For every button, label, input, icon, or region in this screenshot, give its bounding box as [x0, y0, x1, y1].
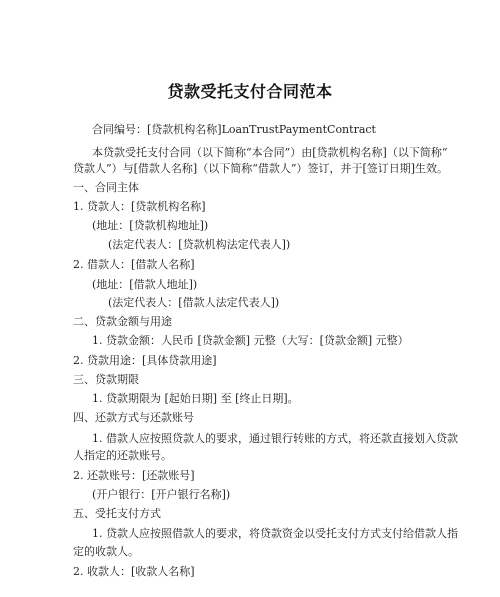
loan-purpose-line: 2. 贷款用途：[具体贷款用途] [73, 354, 217, 367]
section-heading-amount: 二、贷款金额与用途 [73, 315, 172, 328]
loan-term-line: 1. 贷款期限为 [起始日期] 至 [终止日期]。 [92, 392, 299, 405]
contract-number-line: 合同编号：[贷款机构名称]LoanTrustPaymentContract [92, 123, 376, 136]
section-heading-trust-payment: 五、受托支付方式 [73, 507, 161, 520]
borrower-representative-line: (法定代表人：[借款人法定代表人]) [108, 296, 280, 309]
repayment-method-line-2: 人指定的还款账号。 [73, 449, 172, 462]
section-heading-term: 三、贷款期限 [73, 373, 139, 386]
lender-name-line: 1. 贷款人：[贷款机构名称] [73, 200, 206, 213]
loan-amount-line: 1. 贷款金额：人民币 [贷款金额] 元整（大写：[贷款金额] 元整） [92, 334, 409, 347]
section-heading-parties: 一、合同主体 [73, 181, 139, 194]
repayment-method-line-1: 1. 借款人应按照贷款人的要求，通过银行转账的方式，将还款直接划入贷款 [92, 432, 458, 445]
borrower-name-line: 2. 借款人：[借款人名称] [73, 258, 195, 271]
lender-representative-line: (法定代表人：[贷款机构法定代表人]) [108, 238, 291, 251]
intro-paragraph-line-2: 贷款人”）与[借款人名称]（以下简称“借款人”）签订，并于[签订日期]生效。 [73, 162, 449, 175]
borrower-address-line: (地址：[借款人地址]) [92, 278, 198, 291]
trust-payment-line-1: 1. 贷款人应按照借款人的要求，将贷款资金以受托支付方式支付给借款人指 [92, 527, 458, 540]
intro-paragraph-line-1: 本贷款受托支付合同（以下简称“本合同”）由[贷款机构名称]（以下简称“ [92, 146, 448, 159]
page-title: 贷款受托支付合同范本 [167, 82, 333, 101]
section-heading-repayment: 四、还款方式与还款账号 [73, 411, 194, 424]
repayment-bank-line: (开户银行：[开户银行名称]) [92, 488, 231, 501]
payee-name-line: 2. 收款人：[收款人名称] [73, 565, 195, 578]
lender-address-line: (地址：[贷款机构地址]) [92, 219, 209, 232]
trust-payment-line-2: 定的收款人。 [73, 545, 139, 558]
repayment-account-line: 2. 还款账号：[还款账号] [73, 469, 195, 482]
